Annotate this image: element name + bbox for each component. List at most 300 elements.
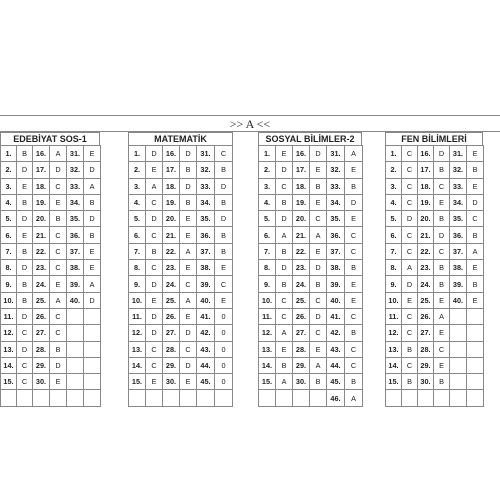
table-row <box>386 194 484 210</box>
question-number: 29. <box>33 357 50 373</box>
answer-letter: E <box>467 260 484 276</box>
question-number: 2. <box>386 162 402 178</box>
answer-letter: C <box>402 194 418 210</box>
table-row <box>129 162 233 178</box>
answer-letter: A <box>50 292 67 308</box>
answer-letter: C <box>50 243 67 259</box>
answer-letter: C <box>146 341 163 357</box>
table-row <box>259 357 363 373</box>
table-row <box>259 178 363 194</box>
answer-letter: E <box>180 227 197 243</box>
question-number: 33. <box>450 178 467 194</box>
answer-letter: B <box>276 357 293 373</box>
answer-letter: C <box>180 276 197 292</box>
question-number: 26. <box>33 308 50 324</box>
question-number: 12. <box>259 325 276 341</box>
question-number <box>450 390 467 406</box>
answer-letter: C <box>402 357 418 373</box>
table-row <box>129 194 233 210</box>
question-number: 38. <box>450 260 467 276</box>
answer-letter: D <box>180 325 197 341</box>
answer-table <box>128 145 233 407</box>
question-number: 6. <box>386 227 402 243</box>
table-row <box>386 211 484 227</box>
section-title: FEN BİLİMLERİ <box>385 132 483 145</box>
answer-letter: 0 <box>215 374 233 390</box>
answer-letter: D <box>180 146 197 162</box>
answer-letter: E <box>17 227 33 243</box>
answer-letter: A <box>146 178 163 194</box>
table-row <box>259 260 363 276</box>
question-number: 18. <box>163 178 180 194</box>
answer-letter <box>84 341 101 357</box>
answer-letter: B <box>17 276 33 292</box>
question-number: 37. <box>327 243 345 259</box>
answer-letter: C <box>146 260 163 276</box>
answer-letter: A <box>467 243 484 259</box>
answer-letter: C <box>215 276 233 292</box>
answer-letter: D <box>310 146 327 162</box>
answer-letter: C <box>402 227 418 243</box>
answer-letter: B <box>17 194 33 210</box>
question-number: 25. <box>418 292 434 308</box>
answer-letter: E <box>310 341 327 357</box>
answer-letter: B <box>434 162 450 178</box>
question-number: 39. <box>197 276 215 292</box>
answer-letter: C <box>345 341 363 357</box>
question-number: 15. <box>386 374 402 390</box>
question-number: 25. <box>293 292 310 308</box>
answer-letter: E <box>180 374 197 390</box>
answer-letter: A <box>50 146 67 162</box>
answer-letter <box>215 390 233 406</box>
answer-letter: C <box>402 162 418 178</box>
question-number: 30. <box>163 374 180 390</box>
section-matematik <box>128 132 233 407</box>
table-row <box>259 292 363 308</box>
answer-letter: D <box>215 211 233 227</box>
question-number: 34. <box>197 194 215 210</box>
question-number: 33. <box>197 178 215 194</box>
answer-letter <box>84 374 101 390</box>
question-number: 10. <box>259 292 276 308</box>
question-number: 40. <box>67 292 84 308</box>
question-number: 11. <box>386 308 402 324</box>
question-number: 24. <box>418 276 434 292</box>
answer-letter: D <box>434 146 450 162</box>
answer-letter: B <box>215 227 233 243</box>
answer-letter: B <box>215 194 233 210</box>
answer-letter <box>84 308 101 324</box>
answer-letter: D <box>402 211 418 227</box>
question-number <box>450 325 467 341</box>
question-number: 22. <box>33 243 50 259</box>
answer-letter: C <box>402 178 418 194</box>
table-row <box>386 146 484 162</box>
question-number: 10. <box>386 292 402 308</box>
answer-letter: E <box>434 194 450 210</box>
question-number: 45. <box>327 374 345 390</box>
question-number: 36. <box>450 227 467 243</box>
answer-letter: C <box>345 243 363 259</box>
answer-letter: C <box>434 243 450 259</box>
table-row <box>386 357 484 373</box>
answer-letter: E <box>17 178 33 194</box>
answer-letter: D <box>17 308 33 324</box>
question-number: 38. <box>327 260 345 276</box>
answer-letter <box>310 390 327 406</box>
table-row <box>386 276 484 292</box>
answer-letter: B <box>17 292 33 308</box>
question-number: 34. <box>67 194 84 210</box>
answer-letter: 0 <box>215 341 233 357</box>
answer-letter: D <box>180 178 197 194</box>
question-number: 17. <box>418 162 434 178</box>
question-number <box>418 390 434 406</box>
answer-letter: E <box>50 194 67 210</box>
table-row <box>129 146 233 162</box>
answer-letter: D <box>276 211 293 227</box>
question-number: 20. <box>293 211 310 227</box>
answer-letter: C <box>50 325 67 341</box>
question-number: 17. <box>33 162 50 178</box>
answer-letter: C <box>276 308 293 324</box>
question-number: 28. <box>163 341 180 357</box>
question-number: 32. <box>67 162 84 178</box>
question-number: 1. <box>1 146 17 162</box>
answer-letter: C <box>146 227 163 243</box>
question-number: 10. <box>1 292 17 308</box>
answer-letter: D <box>50 162 67 178</box>
answer-letter <box>467 341 484 357</box>
answer-letter: B <box>434 260 450 276</box>
question-number: 39. <box>67 276 84 292</box>
table-row <box>129 243 233 259</box>
question-number: 1. <box>129 146 146 162</box>
answer-letter: B <box>345 178 363 194</box>
answer-letter: D <box>276 260 293 276</box>
question-number: 33. <box>327 178 345 194</box>
answer-letter: E <box>146 374 163 390</box>
table-row <box>129 374 233 390</box>
question-number: 31. <box>67 146 84 162</box>
question-number <box>67 308 84 324</box>
question-number <box>163 390 180 406</box>
answer-letter <box>467 390 484 406</box>
question-number: 35. <box>197 211 215 227</box>
table-row <box>1 357 101 373</box>
answer-letter: A <box>84 276 101 292</box>
question-number: 16. <box>293 146 310 162</box>
question-number: 8. <box>386 260 402 276</box>
question-number: 26. <box>418 308 434 324</box>
table-row <box>386 292 484 308</box>
question-number: 16. <box>418 146 434 162</box>
answer-letter: A <box>180 292 197 308</box>
answer-letter: B <box>434 211 450 227</box>
answer-letter: E <box>345 162 363 178</box>
answer-letter: C <box>434 178 450 194</box>
question-number: 14. <box>259 357 276 373</box>
question-number: 9. <box>1 276 17 292</box>
table-row <box>386 390 484 406</box>
question-number: 4. <box>259 194 276 210</box>
answer-letter: B <box>345 325 363 341</box>
question-number: 34. <box>327 194 345 210</box>
answer-letter: E <box>345 276 363 292</box>
question-number: 22. <box>293 243 310 259</box>
table-row <box>129 357 233 373</box>
question-number: 43. <box>197 341 215 357</box>
question-number: 32. <box>327 162 345 178</box>
answer-letter: B <box>434 276 450 292</box>
question-number: 17. <box>293 162 310 178</box>
question-number: 17. <box>163 162 180 178</box>
answer-letter: D <box>17 162 33 178</box>
answer-letter: C <box>467 211 484 227</box>
answer-letter: C <box>50 260 67 276</box>
answer-letter: D <box>434 227 450 243</box>
question-number: 29. <box>293 357 310 373</box>
question-number: 26. <box>293 308 310 324</box>
question-number: 39. <box>450 276 467 292</box>
answer-letter: C <box>146 357 163 373</box>
answer-letter: B <box>310 276 327 292</box>
question-number <box>450 357 467 373</box>
table-row <box>129 227 233 243</box>
table-row <box>1 178 101 194</box>
question-number: 4. <box>386 194 402 210</box>
question-number: 21. <box>163 227 180 243</box>
answer-letter <box>84 390 101 406</box>
question-number: 18. <box>418 178 434 194</box>
question-number: 20. <box>163 211 180 227</box>
question-number: 29. <box>418 357 434 373</box>
answer-letter: C <box>17 374 33 390</box>
answer-letter: E <box>345 292 363 308</box>
question-number: 36. <box>327 227 345 243</box>
answer-letter: 0 <box>215 357 233 373</box>
answer-letter: E <box>215 260 233 276</box>
question-number: 46. <box>327 390 345 406</box>
question-number: 3. <box>1 178 17 194</box>
table-row <box>259 308 363 324</box>
table-row <box>386 260 484 276</box>
question-number: 23. <box>163 260 180 276</box>
answer-letter: A <box>310 227 327 243</box>
answer-letter: E <box>467 178 484 194</box>
answer-letter: E <box>310 243 327 259</box>
question-number: 36. <box>197 227 215 243</box>
question-number <box>67 374 84 390</box>
question-number <box>67 357 84 373</box>
table-row <box>1 162 101 178</box>
question-number: 13. <box>1 341 17 357</box>
answer-letter: E <box>180 260 197 276</box>
answer-letter: C <box>402 243 418 259</box>
question-number: 10. <box>129 292 146 308</box>
question-number: 16. <box>33 146 50 162</box>
answer-letter <box>180 390 197 406</box>
question-number: 18. <box>293 178 310 194</box>
question-number: 6. <box>259 227 276 243</box>
table-row <box>259 341 363 357</box>
question-number: 5. <box>129 211 146 227</box>
question-number: 44. <box>197 357 215 373</box>
table-row <box>259 374 363 390</box>
table-row <box>1 227 101 243</box>
answer-letter: C <box>276 178 293 194</box>
answer-letter: C <box>215 146 233 162</box>
question-number: 3. <box>386 178 402 194</box>
question-number: 32. <box>197 162 215 178</box>
question-number: 40. <box>450 292 467 308</box>
table-row <box>129 292 233 308</box>
question-number: 12. <box>129 325 146 341</box>
answer-letter: E <box>84 146 101 162</box>
question-number: 19. <box>418 194 434 210</box>
answer-letter: B <box>84 194 101 210</box>
question-number: 41. <box>327 308 345 324</box>
question-number: 30. <box>418 374 434 390</box>
question-number: 7. <box>386 243 402 259</box>
question-number: 22. <box>163 243 180 259</box>
question-number: 8. <box>1 260 17 276</box>
table-row <box>1 292 101 308</box>
question-number: 1. <box>386 146 402 162</box>
answer-letter: 0 <box>215 325 233 341</box>
question-number: 21. <box>293 227 310 243</box>
question-number: 22. <box>418 243 434 259</box>
question-number: 31. <box>327 146 345 162</box>
question-number: 14. <box>129 357 146 373</box>
answer-letter: B <box>17 243 33 259</box>
answer-letter: A <box>345 146 363 162</box>
question-number: 4. <box>129 194 146 210</box>
answer-letter: C <box>310 325 327 341</box>
answer-letter: C <box>402 146 418 162</box>
question-number: 28. <box>418 341 434 357</box>
question-number: 31. <box>450 146 467 162</box>
answer-letter: A <box>276 374 293 390</box>
question-number: 27. <box>418 325 434 341</box>
table-row <box>1 276 101 292</box>
question-number: 4. <box>1 194 17 210</box>
question-number: 6. <box>1 227 17 243</box>
question-number: 27. <box>33 325 50 341</box>
question-number: 5. <box>259 211 276 227</box>
answer-letter: E <box>434 292 450 308</box>
answer-letter: D <box>180 357 197 373</box>
section-title: EDEBİYAT SOS-1 <box>0 132 100 145</box>
answer-letter: C <box>310 292 327 308</box>
answer-letter <box>467 374 484 390</box>
question-number: 35. <box>450 211 467 227</box>
question-number <box>450 374 467 390</box>
answer-letter: C <box>345 308 363 324</box>
answer-letter: C <box>402 325 418 341</box>
question-number: 45. <box>197 374 215 390</box>
question-number: 42. <box>327 325 345 341</box>
question-number: 37. <box>67 243 84 259</box>
answer-letter: E <box>50 276 67 292</box>
answer-letter: E <box>276 146 293 162</box>
answer-letter: D <box>17 341 33 357</box>
section-fen-bilimleri <box>385 132 483 407</box>
question-number: 35. <box>67 211 84 227</box>
question-number: 37. <box>197 243 215 259</box>
answer-letter: D <box>146 276 163 292</box>
question-number: 2. <box>1 162 17 178</box>
answer-letter <box>434 390 450 406</box>
answer-letter: D <box>310 260 327 276</box>
answer-letter: E <box>345 211 363 227</box>
question-number: 24. <box>163 276 180 292</box>
answer-letter: A <box>276 325 293 341</box>
question-number: 18. <box>33 178 50 194</box>
answer-letter: E <box>84 260 101 276</box>
answer-letter: B <box>180 162 197 178</box>
question-number: 20. <box>33 211 50 227</box>
question-number: 35. <box>327 211 345 227</box>
question-number: 40. <box>197 292 215 308</box>
question-number: 1. <box>259 146 276 162</box>
question-number: 15. <box>1 374 17 390</box>
answer-letter <box>50 390 67 406</box>
answer-letter: E <box>434 325 450 341</box>
question-number: 34. <box>450 194 467 210</box>
table-row <box>1 146 101 162</box>
question-number: 25. <box>33 292 50 308</box>
answer-letter: E <box>310 194 327 210</box>
question-number: 37. <box>450 243 467 259</box>
answer-letter: B <box>180 194 197 210</box>
answer-letter: B <box>402 374 418 390</box>
answer-letter: B <box>50 341 67 357</box>
answer-letter: E <box>180 211 197 227</box>
question-number <box>67 390 84 406</box>
table-row <box>129 260 233 276</box>
table-row <box>1 390 101 406</box>
answer-letter: D <box>146 211 163 227</box>
table-row <box>259 276 363 292</box>
question-number: 14. <box>386 357 402 373</box>
answer-letter: B <box>310 178 327 194</box>
answer-letter: C <box>276 292 293 308</box>
question-number: 14. <box>1 357 17 373</box>
answer-letter: 0 <box>215 308 233 324</box>
answer-letter <box>467 357 484 373</box>
question-number: 38. <box>197 260 215 276</box>
answer-letter: E <box>467 292 484 308</box>
answer-letter: D <box>17 211 33 227</box>
answer-letter: C <box>434 341 450 357</box>
question-number: 19. <box>293 194 310 210</box>
question-number: 27. <box>163 325 180 341</box>
answer-letter: B <box>310 374 327 390</box>
question-number: 40. <box>327 292 345 308</box>
question-number: 23. <box>418 260 434 276</box>
question-number: 5. <box>386 211 402 227</box>
answer-table <box>385 145 484 407</box>
answer-letter: D <box>146 308 163 324</box>
answer-letter: B <box>146 243 163 259</box>
table-row <box>386 178 484 194</box>
question-number: 26. <box>163 308 180 324</box>
answer-letter: A <box>345 390 363 406</box>
answer-letter: B <box>215 162 233 178</box>
answer-letter: C <box>17 325 33 341</box>
